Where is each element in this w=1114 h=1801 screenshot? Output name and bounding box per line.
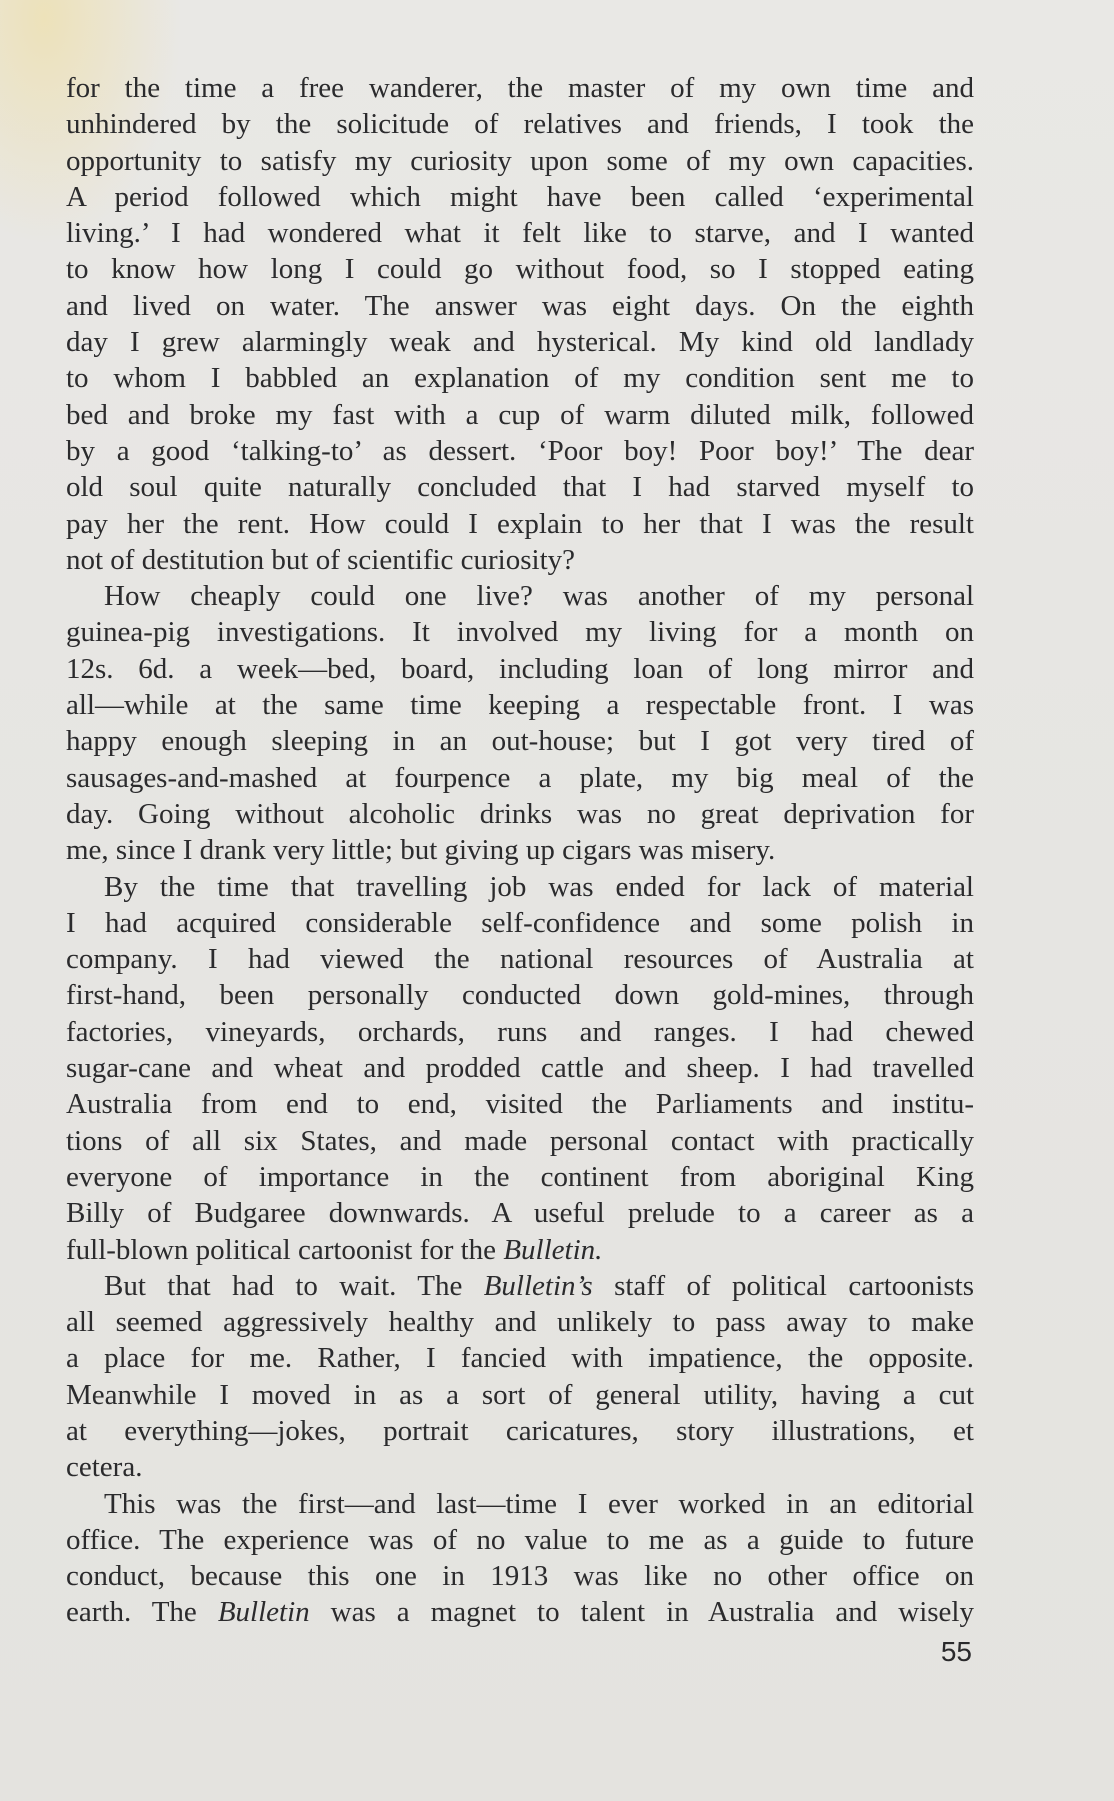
text-line: How cheaply could one live? was another of my personal <box>104 580 974 613</box>
text-fragment: earth. The <box>66 1596 218 1629</box>
text-fragment: was a magnet to talent in Australia and wisely <box>309 1596 974 1629</box>
body-text <box>66 70 974 1631</box>
text-line: unhindered by the solicitude of relatives and friends, I took the <box>66 108 974 141</box>
text-line: and lived on water. The answer was eight days. On the eighth <box>66 289 974 322</box>
text-line: me, since I drank very little; but giving up cigars was misery. <box>66 834 776 867</box>
text-line: factories, vineyards, orchards, runs and ranges. I had chewed <box>66 1015 974 1048</box>
text-line: By the time that travelling job was ended for lack of material <box>104 870 974 903</box>
text-line <box>66 1232 974 1268</box>
text-line: company. I had viewed the national resources of Australia at <box>66 943 974 976</box>
text-line: Australia from end to end, visited the Parliaments and institu- <box>66 1088 974 1121</box>
text-line: I had acquired considerable self-confidence and some polish in <box>66 906 974 939</box>
text-line: guinea-pig investigations. It involved my living for a month on <box>66 616 974 649</box>
text-line: to whom I babbled an explanation of my condition sent me to <box>66 362 974 395</box>
italic-title: Bulletin’s <box>483 1269 593 1302</box>
text-line: This was the first—and last—time I ever worked in an editorial <box>104 1487 974 1520</box>
text-line: first-hand, been personally conducted down gold-mines, through <box>66 979 974 1012</box>
text-line: pay her the rent. How could I explain to her that I was the result <box>66 507 974 540</box>
italic-title: Bulletin. <box>503 1233 603 1266</box>
text-line: A period followed which might have been called ‘experimental <box>66 180 974 213</box>
text-line: at everything—jokes, portrait caricatures, story illustrations, et <box>66 1414 974 1447</box>
text-line: sugar-cane and wheat and prodded cattle and sheep. I had travelled <box>66 1052 974 1085</box>
text-line: not of destitution but of scientific curiosity? <box>66 543 576 576</box>
text-line: tions of all six States, and made personal contact with practically <box>66 1124 974 1157</box>
text-line: by a good ‘talking-to’ as dessert. ‘Poor boy! Poor boy!’ The dear <box>66 434 974 467</box>
text-line: living.’ I had wondered what it felt like to starve, and I wanted <box>66 217 974 250</box>
text-line: to know how long I could go without food, so I stopped eating <box>66 253 974 286</box>
text-line: Billy of Budgaree downwards. A useful prelude to a career as a <box>66 1197 974 1230</box>
text-line: conduct, because this one in 1913 was like no other office on <box>66 1560 974 1593</box>
text-line: a place for me. Rather, I fancied with impatience, the opposite. <box>66 1342 974 1375</box>
text-fragment: But that had to wait. The <box>104 1269 484 1302</box>
text-line: sausages-and-mashed at fourpence a plate, my big meal of the <box>66 761 974 794</box>
text-line: 12s. 6d. a week—bed, board, including loan of long mirror and <box>66 652 974 685</box>
text-line: happy enough sleeping in an out-house; but I got very tired of <box>66 725 974 758</box>
text-line: opportunity to satisfy my curiosity upon some of my own capacities. <box>66 144 974 177</box>
text-fragment: full-blown political cartoonist for the <box>66 1233 504 1266</box>
page-number: 55 <box>940 1636 972 1667</box>
italic-title: Bulletin <box>217 1596 310 1629</box>
text-line: old soul quite naturally concluded that I had starved myself to <box>66 471 974 504</box>
text-line: all seemed aggressively healthy and unlikely to pass away to make <box>66 1306 974 1339</box>
text-line <box>66 1268 974 1304</box>
text-line: for the time a free wanderer, the master of my own time and <box>66 72 974 104</box>
text-line: all—while at the same time keeping a respectable front. I was <box>66 689 974 722</box>
text-line: day. Going without alcoholic drinks was no great deprivation for <box>66 797 974 830</box>
text-line: bed and broke my fast with a cup of warm diluted milk, followed <box>66 398 974 431</box>
text-line: office. The experience was of no value to me as a guide to future <box>66 1523 974 1556</box>
text-line <box>66 1594 974 1630</box>
text-line: cetera. <box>66 1451 143 1484</box>
text-fragment: staff of political cartoonists <box>592 1269 974 1302</box>
text-line: Meanwhile I moved in as a sort of general utility, having a cut <box>66 1378 974 1411</box>
text-line: day I grew alarmingly weak and hysterical. My kind old landlady <box>66 326 974 359</box>
text-line: everyone of importance in the continent from aboriginal King <box>66 1160 974 1193</box>
